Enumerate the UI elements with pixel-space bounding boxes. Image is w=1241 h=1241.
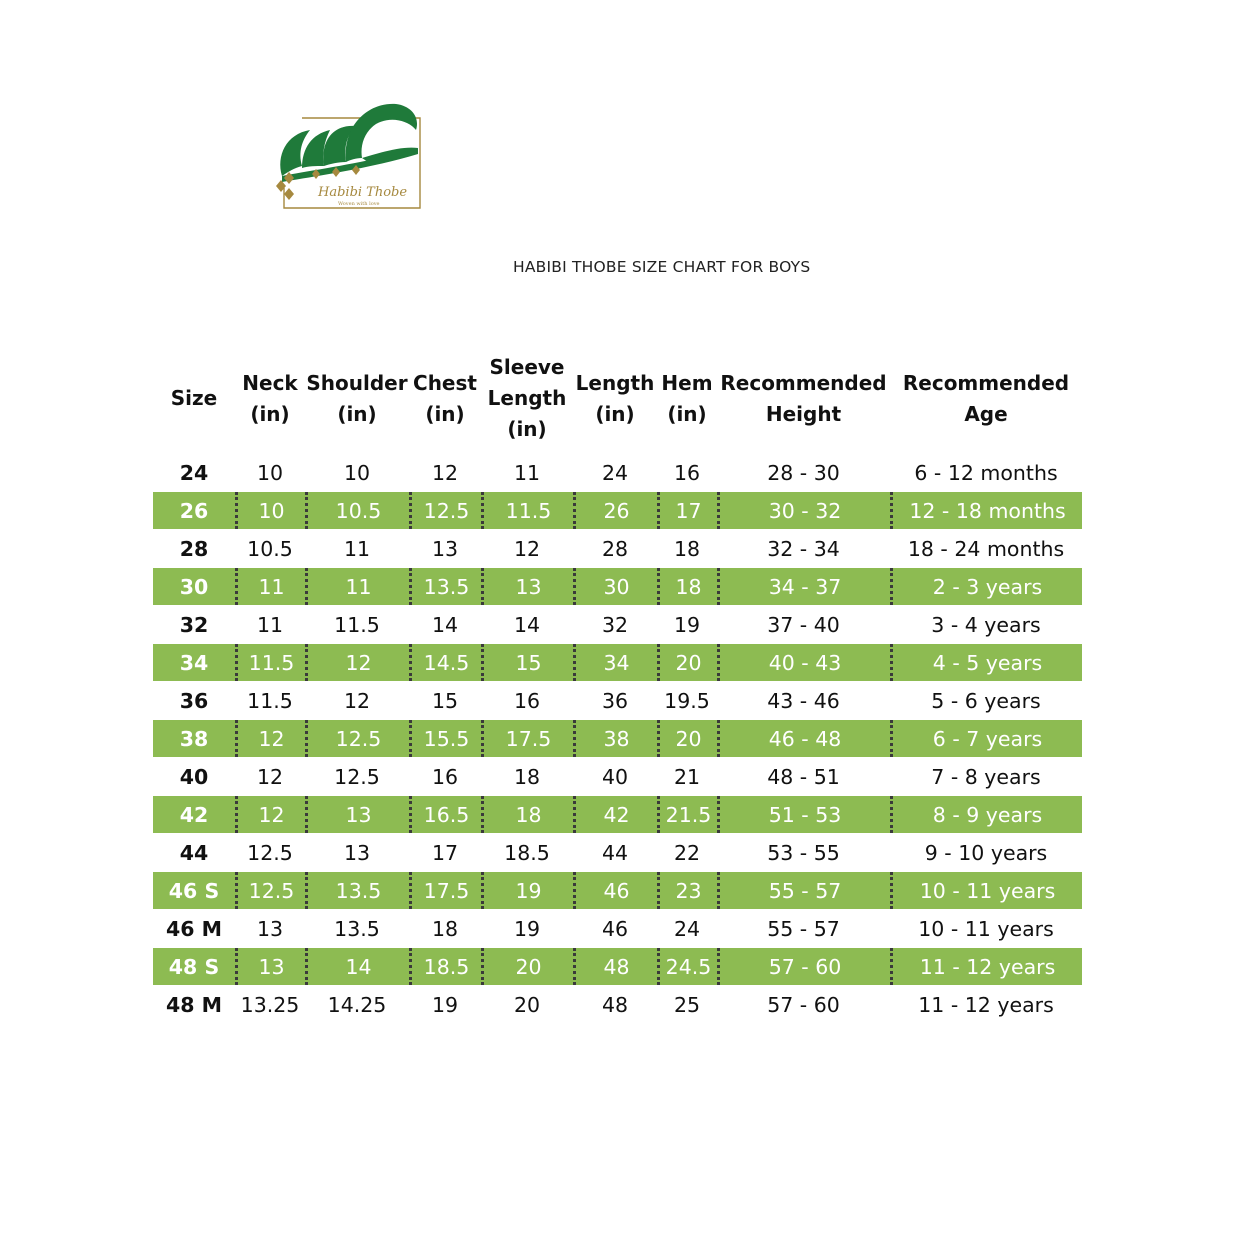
cell-recommended-height: 34 - 37 <box>717 568 890 605</box>
cell-neck: 10.5 <box>247 536 293 561</box>
table-row <box>153 948 1082 985</box>
cell-sleeve-length: 15 <box>481 644 573 681</box>
cell-recommended-age: 8 - 9 years <box>890 796 1082 833</box>
header-chest <box>409 352 481 453</box>
cell-recommended-height: 30 - 32 <box>717 492 890 529</box>
cell-shoulder: 12 <box>305 644 409 681</box>
cell-recommended-height: 46 - 48 <box>717 720 890 757</box>
table-row <box>153 453 1082 492</box>
cell-neck: 11.5 <box>235 644 305 681</box>
cell-length: 28 <box>601 536 629 561</box>
cell-hem: 24.5 <box>657 948 717 985</box>
cell-shoulder: 10.5 <box>305 492 409 529</box>
table-row <box>153 681 1082 720</box>
cell-chest: 17.5 <box>409 872 481 909</box>
cell-hem: 24 <box>673 916 701 941</box>
cell-sleeve-length: 11 <box>513 460 541 485</box>
header-line: (in) <box>595 401 635 426</box>
cell-chest: 15.5 <box>409 720 481 757</box>
cell-sleeve-length: 18 <box>513 764 541 789</box>
cell-hem: 23 <box>657 872 717 909</box>
cell-sleeve-length: 19 <box>513 916 541 941</box>
header-line: (in) <box>337 401 377 426</box>
header-line: (in) <box>425 401 465 426</box>
cell-size: 34 <box>153 644 235 681</box>
header-line: Length <box>487 386 567 410</box>
header-hem <box>657 352 717 453</box>
cell-hem: 20 <box>657 644 717 681</box>
cell-length: 26 <box>573 492 657 529</box>
header-shoulder <box>305 352 409 453</box>
cell-chest: 12.5 <box>409 492 481 529</box>
cell-neck: 12.5 <box>247 840 293 865</box>
cell-size: 32 <box>179 612 209 637</box>
header-line: Shoulder <box>306 370 408 395</box>
cell-chest: 13.5 <box>409 568 481 605</box>
table-row <box>153 644 1082 681</box>
cell-sleeve-length: 18 <box>481 796 573 833</box>
cell-shoulder: 12.5 <box>334 764 380 789</box>
cell-chest: 14.5 <box>409 644 481 681</box>
cell-length: 40 <box>601 764 629 789</box>
cell-recommended-height: 43 - 46 <box>767 688 840 713</box>
cell-sleeve-length: 11.5 <box>481 492 573 529</box>
cell-shoulder: 11 <box>343 536 371 561</box>
cell-sleeve-length: 18.5 <box>504 840 550 865</box>
cell-hem: 22 <box>673 840 701 865</box>
cell-sleeve-length: 19 <box>481 872 573 909</box>
cell-recommended-height: 37 - 40 <box>767 612 840 637</box>
cell-recommended-age: 5 - 6 years <box>931 688 1041 713</box>
table-row <box>153 833 1082 872</box>
cell-size: 24 <box>179 460 209 485</box>
cell-length: 36 <box>601 688 629 713</box>
cell-chest: 18.5 <box>409 948 481 985</box>
cell-size: 48 M <box>165 992 223 1017</box>
header-line: Recommended <box>902 370 1070 395</box>
cell-sleeve-length: 12 <box>513 536 541 561</box>
table-row <box>153 909 1082 948</box>
header-line: (in) <box>507 417 547 441</box>
cell-hem: 25 <box>673 992 701 1017</box>
cell-size: 44 <box>179 840 209 865</box>
cell-size: 46 M <box>165 916 223 941</box>
cell-length: 46 <box>601 916 629 941</box>
cell-size: 26 <box>153 492 235 529</box>
cell-shoulder: 12 <box>343 688 371 713</box>
cell-hem: 17 <box>657 492 717 529</box>
cell-recommended-height: 55 - 57 <box>717 872 890 909</box>
table-row <box>153 568 1082 605</box>
cell-recommended-age: 12 - 18 months <box>890 492 1082 529</box>
header-recommended-height <box>717 352 890 453</box>
cell-recommended-height: 53 - 55 <box>767 840 840 865</box>
cell-neck: 10 <box>256 460 284 485</box>
table-body <box>153 453 1082 1024</box>
cell-sleeve-length: 13 <box>481 568 573 605</box>
cell-hem: 21.5 <box>657 796 717 833</box>
cell-sleeve-length: 20 <box>481 948 573 985</box>
cell-recommended-height: 57 - 60 <box>767 992 840 1017</box>
cell-recommended-height: 32 - 34 <box>767 536 840 561</box>
cell-recommended-age: 6 - 12 months <box>914 460 1058 485</box>
table-row <box>153 529 1082 568</box>
table-row <box>153 605 1082 644</box>
cell-shoulder: 14.25 <box>327 992 387 1017</box>
cell-shoulder: 13.5 <box>305 872 409 909</box>
cell-hem: 16 <box>673 460 701 485</box>
cell-neck: 12 <box>235 720 305 757</box>
cell-recommended-height: 51 - 53 <box>717 796 890 833</box>
cell-chest: 12 <box>431 460 459 485</box>
cell-neck: 13 <box>256 916 284 941</box>
cell-size: 36 <box>179 688 209 713</box>
cell-hem: 18 <box>657 568 717 605</box>
cell-recommended-age: 9 - 10 years <box>924 840 1048 865</box>
cell-recommended-height: 40 - 43 <box>717 644 890 681</box>
table-header-row <box>153 352 1082 453</box>
cell-recommended-age: 10 - 11 years <box>890 872 1082 909</box>
brand-logo <box>272 96 424 212</box>
cell-size: 38 <box>153 720 235 757</box>
header-line: Neck <box>242 370 298 395</box>
header-line: Size <box>170 386 218 410</box>
cell-shoulder: 13 <box>343 840 371 865</box>
cell-neck: 12 <box>235 796 305 833</box>
header-recommended-age <box>890 352 1082 453</box>
cell-size: 30 <box>153 568 235 605</box>
cell-chest: 16 <box>431 764 459 789</box>
size-chart-table <box>153 352 1082 1024</box>
header-line: Recommended <box>720 370 887 395</box>
cell-sleeve-length: 14 <box>513 612 541 637</box>
cell-recommended-age: 11 - 12 years <box>890 948 1082 985</box>
cell-length: 46 <box>573 872 657 909</box>
header-sleeve-length <box>481 352 573 453</box>
cell-recommended-age: 2 - 3 years <box>890 568 1082 605</box>
cell-recommended-height: 55 - 57 <box>767 916 840 941</box>
cell-length: 48 <box>573 948 657 985</box>
header-line: Chest <box>413 370 477 395</box>
cell-neck: 11 <box>256 612 284 637</box>
table-row <box>153 796 1082 833</box>
cell-neck: 12.5 <box>235 872 305 909</box>
cell-hem: 19 <box>673 612 701 637</box>
header-line: Length <box>575 370 655 395</box>
cell-size: 42 <box>153 796 235 833</box>
logo-wordmark: Habibi Thobe <box>318 185 408 200</box>
cell-length: 38 <box>573 720 657 757</box>
header-line: (in) <box>250 401 290 426</box>
cell-chest: 14 <box>431 612 459 637</box>
cell-shoulder: 13.5 <box>334 916 380 941</box>
cell-length: 44 <box>601 840 629 865</box>
cell-recommended-age: 10 - 11 years <box>918 916 1054 941</box>
table-row <box>153 492 1082 529</box>
header-size <box>153 352 235 453</box>
header-line: Sleeve <box>489 355 565 379</box>
logo-tagline: Woven with love <box>338 201 380 207</box>
table-row <box>153 757 1082 796</box>
cell-chest: 18 <box>431 916 459 941</box>
cell-neck: 12 <box>256 764 284 789</box>
table-row <box>153 720 1082 757</box>
cell-shoulder: 14 <box>305 948 409 985</box>
header-line: Height <box>765 401 842 426</box>
header-line: (in) <box>667 401 707 426</box>
cell-length: 34 <box>573 644 657 681</box>
cell-shoulder: 11.5 <box>334 612 380 637</box>
cell-length: 48 <box>601 992 629 1017</box>
cell-recommended-height: 28 - 30 <box>767 460 840 485</box>
cell-length: 42 <box>573 796 657 833</box>
cell-length: 24 <box>601 460 629 485</box>
cell-recommended-age: 18 - 24 months <box>907 536 1065 561</box>
cell-length: 30 <box>573 568 657 605</box>
chart-title: HABIBI THOBE SIZE CHART FOR BOYS <box>513 258 811 276</box>
cell-length: 32 <box>601 612 629 637</box>
header-line: Hem <box>661 370 713 395</box>
cell-size: 46 S <box>153 872 235 909</box>
cell-recommended-height: 57 - 60 <box>717 948 890 985</box>
cell-neck: 11 <box>235 568 305 605</box>
cell-recommended-age: 6 - 7 years <box>890 720 1082 757</box>
cell-size: 40 <box>179 764 209 789</box>
cell-chest: 19 <box>431 992 459 1017</box>
cell-recommended-age: 4 - 5 years <box>890 644 1082 681</box>
cell-shoulder: 11 <box>305 568 409 605</box>
cell-size: 48 S <box>153 948 235 985</box>
cell-hem: 20 <box>657 720 717 757</box>
cell-hem: 21 <box>673 764 701 789</box>
header-length <box>573 352 657 453</box>
cell-shoulder: 12.5 <box>305 720 409 757</box>
cell-chest: 15 <box>431 688 459 713</box>
cell-recommended-age: 3 - 4 years <box>931 612 1041 637</box>
cell-sleeve-length: 20 <box>513 992 541 1017</box>
cell-sleeve-length: 16 <box>513 688 541 713</box>
cell-sleeve-length: 17.5 <box>481 720 573 757</box>
cell-neck: 10 <box>235 492 305 529</box>
cell-recommended-age: 11 - 12 years <box>918 992 1054 1017</box>
cell-chest: 16.5 <box>409 796 481 833</box>
cell-chest: 13 <box>431 536 459 561</box>
cell-hem: 18 <box>673 536 701 561</box>
habibi-thobe-logo-icon <box>272 96 424 212</box>
cell-recommended-age: 7 - 8 years <box>931 764 1041 789</box>
cell-hem: 19.5 <box>664 688 710 713</box>
header-line: Age <box>964 401 1008 426</box>
cell-shoulder: 13 <box>305 796 409 833</box>
cell-neck: 11.5 <box>247 688 293 713</box>
cell-neck: 13 <box>235 948 305 985</box>
cell-chest: 17 <box>431 840 459 865</box>
cell-recommended-height: 48 - 51 <box>767 764 840 789</box>
cell-size: 28 <box>179 536 209 561</box>
cell-neck: 13.25 <box>240 992 300 1017</box>
header-neck <box>235 352 305 453</box>
table-row <box>153 872 1082 909</box>
cell-shoulder: 10 <box>343 460 371 485</box>
table-row <box>153 985 1082 1024</box>
